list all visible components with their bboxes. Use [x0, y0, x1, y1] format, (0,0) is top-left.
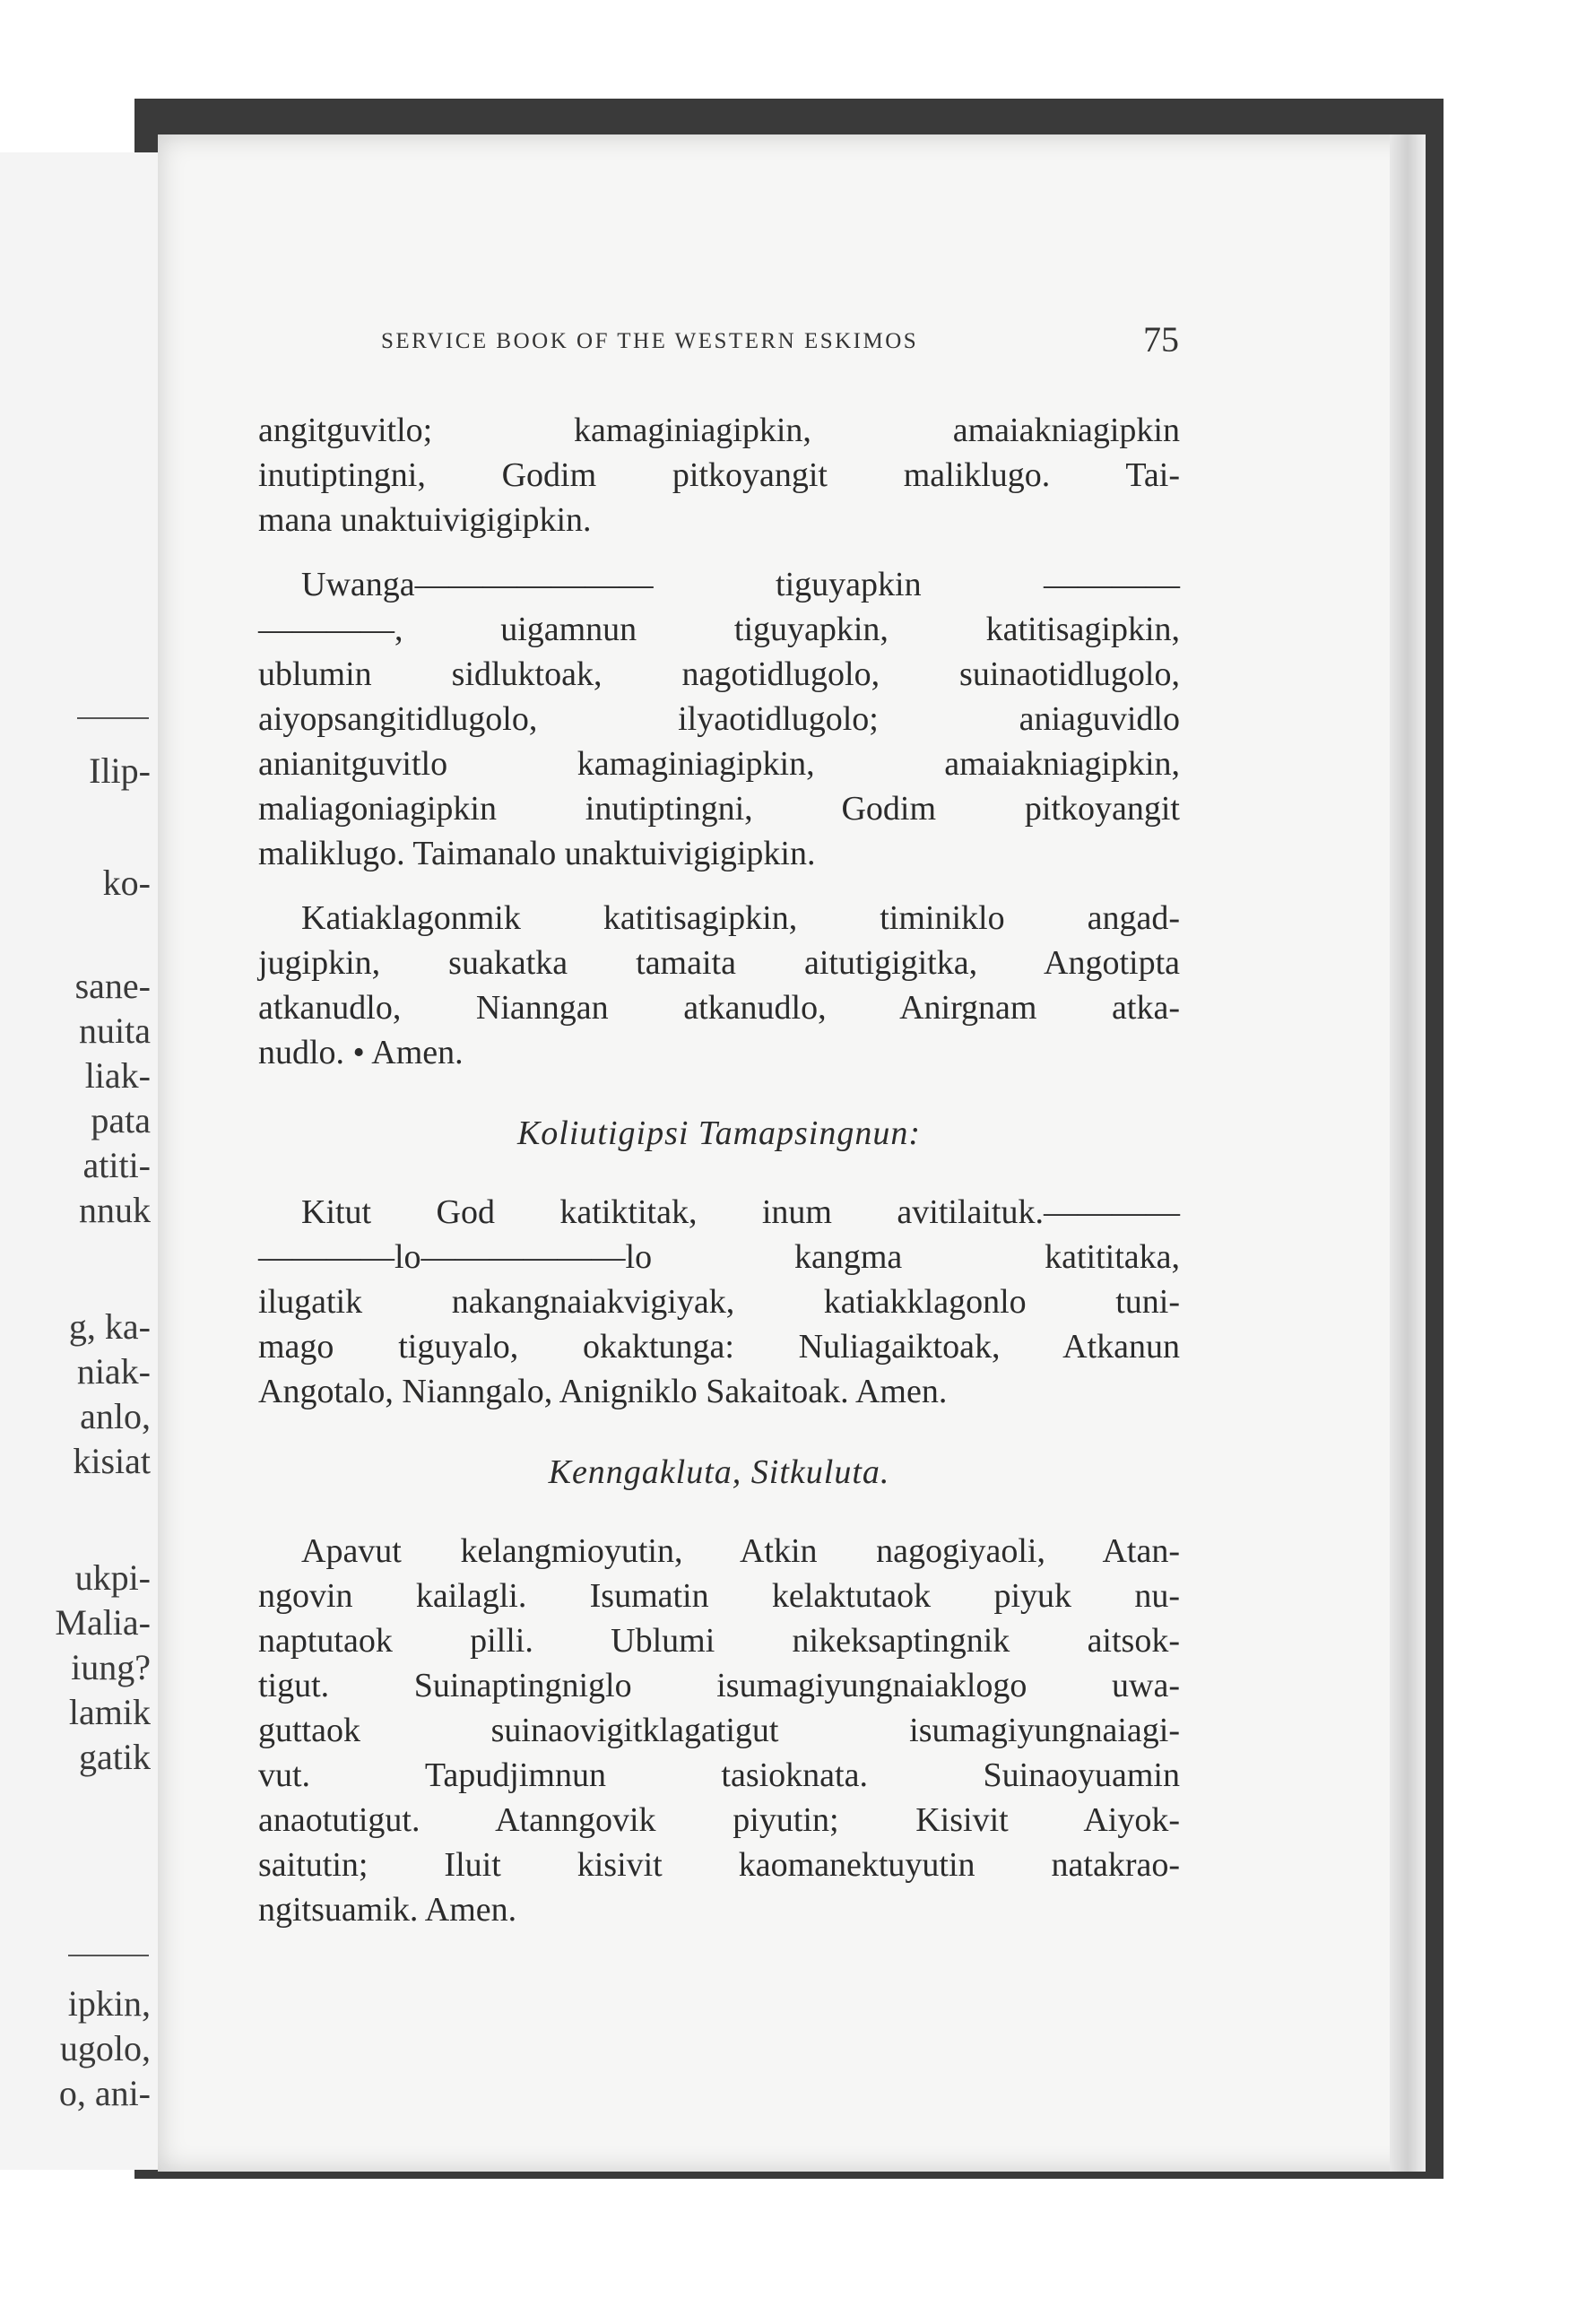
text-line: mago tiguyalo, okaktunga: Nuliagaiktoak, Atkanun	[258, 1328, 1180, 1366]
text-line: tigut. Suinaptingniglo isumagiyungnaiaklogo uwa-	[258, 1667, 1180, 1704]
page-number: 75	[1143, 319, 1179, 360]
text-line: saitutin; Iluit kisivit kaomanektuyutin natakrao-	[258, 1846, 1180, 1884]
left-page	[0, 152, 160, 2170]
text-line: jugipkin, suakatka tamaita aitutigigitka, Angotipta	[258, 944, 1180, 982]
left-page-fragment: ukpi-	[74, 1557, 151, 1598]
left-page-fragment: nnuk	[79, 1190, 151, 1230]
text-line: ————, uigamnun tiguyapkin, katitisagipkin,	[258, 611, 1180, 648]
text-line: Apavut kelangmioyutin, Atkin nagogiyaoli, Atan-	[301, 1532, 1180, 1570]
text-line: Kitut God katiktitak, inum avitilaituk.————	[301, 1193, 1180, 1231]
text-line: nudlo. • Amen.	[258, 1034, 464, 1071]
text-line: atkanudlo, Nianngan atkanudlo, Anirgnam atka-	[258, 989, 1180, 1027]
left-page-fragment: sane-	[74, 966, 151, 1006]
page-edge	[1390, 134, 1426, 2172]
left-page-fragment: anlo,	[80, 1396, 151, 1436]
left-page-fragment: ugolo,	[59, 2028, 151, 2068]
paragraph-2	[258, 562, 1180, 876]
left-page-fragment: lamik	[68, 1692, 151, 1732]
left-page-fragment: niak-	[76, 1351, 151, 1392]
text-line: anaotutigut. Atanngovik piyutin; Kisivit Aiyok-	[258, 1801, 1180, 1839]
section-heading-1: Koliutigipsi Tamapsingnun:	[516, 1114, 922, 1152]
text-line: mana unaktuivigigipkin.	[258, 501, 592, 539]
paragraph-3	[258, 896, 1180, 1075]
text-line: Uwanga——————— tiguyapkin ————	[301, 566, 1180, 603]
left-page-fragment: atiti-	[82, 1145, 151, 1185]
text-line: angitguvitlo; kamaginiagipkin, amaiakniagipkin	[258, 412, 1180, 449]
page-body	[258, 408, 1180, 1952]
text-line: Katiaklagonmik katitisagipkin, timiniklo angad-	[301, 899, 1180, 937]
left-page-fragment: Malia-	[55, 1602, 151, 1643]
text-line: guttaok suinaovigitklagatigut isumagiyungnaiagi-	[258, 1712, 1180, 1749]
text-line: ublumin sidluktoak, nagotidlugolo, suinaotidlugolo,	[258, 655, 1180, 693]
paragraph-4	[258, 1190, 1180, 1414]
text-line: naptutaok pilli. Ublumi nikeksaptingnik aitsok-	[258, 1622, 1180, 1660]
paragraph-5	[258, 1529, 1180, 1932]
text-line: ngovin kailagli. Isumatin kelaktutaok piyuk nu-	[258, 1577, 1180, 1615]
text-line: Angotalo, Nianngalo, Anigniklo Sakaitoak. Amen.	[258, 1373, 948, 1410]
page-header	[381, 318, 1179, 372]
text-line: anianitguvitlo kamaginiagipkin, amaiakniagipkin,	[258, 745, 1180, 783]
text-line: ngitsuamik. Amen.	[258, 1891, 517, 1929]
text-line: inutiptingni, Godim pitkoyangit maliklugo. Tai-	[258, 456, 1180, 494]
left-page-fragment: ko-	[102, 863, 151, 903]
text-line: vut. Tapudjimnun tasioknata. Suinaoyuamin	[258, 1756, 1180, 1794]
left-page-fragment: kisiat	[73, 1441, 151, 1481]
section-heading-2: Kenngakluta, Sitkuluta.	[548, 1453, 890, 1491]
left-page-rule	[77, 717, 149, 719]
left-page-fragment: nuita	[79, 1010, 151, 1051]
text-line: maliklugo. Taimanalo unaktuivigigipkin.	[258, 835, 816, 872]
left-page-fragment: Ilip-	[89, 750, 151, 791]
left-page-fragment: ipkin,	[67, 1983, 151, 2024]
running-head: SERVICE BOOK OF THE WESTERN ESKIMOS	[381, 329, 919, 353]
text-line: maliagoniagipkin inutiptingni, Godim pitkoyangit	[258, 790, 1180, 828]
left-page-fragment: liak-	[84, 1055, 151, 1096]
left-page-fragment: iung?	[71, 1647, 151, 1687]
left-page-fragment: o, ani-	[58, 2073, 151, 2113]
text-line: aiyopsangitidlugolo, ilyaotidlugolo; aniaguvidlo	[258, 700, 1180, 738]
text-line: ilugatik nakangnaiakvigiyak, katiakklagonlo tuni-	[258, 1283, 1180, 1321]
left-page-rule	[68, 1955, 149, 1956]
left-page-fragment: pata	[91, 1100, 151, 1140]
paragraph-1	[258, 408, 1180, 542]
left-page-fragment: g, ka-	[68, 1306, 151, 1347]
left-page-fragment: gatik	[79, 1737, 151, 1777]
text-line: ————lo——————lo kangma katititaka,	[258, 1238, 1180, 1276]
